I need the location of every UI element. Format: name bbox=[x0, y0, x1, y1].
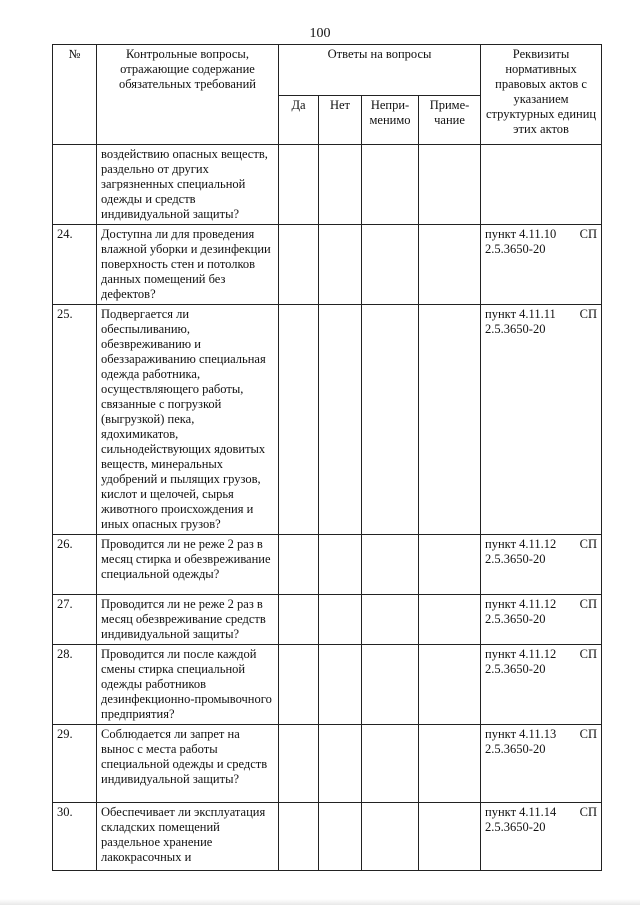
table-row bbox=[53, 725, 602, 803]
header-num: № bbox=[53, 45, 97, 145]
reference-point: пункт 4.11.14 bbox=[485, 805, 557, 819]
reference-point: пункт 4.11.12 bbox=[485, 647, 557, 661]
row-reference bbox=[481, 225, 602, 305]
table-row bbox=[53, 225, 602, 305]
answer-note-cell[interactable] bbox=[419, 803, 481, 871]
row-question: Подвергается ли обеспыливанию, обезвреживанию и обеззараживанию специальная одежда работника, осуществляющего работы, связанные с погрузкой (выгрузкой) пека, ядохимикатов, сильнодействующих ядовитых веществ, минеральных удобрений и пылящих грузов, кислот и щелочей, сырья животного происхождения и иных опасных грузов? bbox=[97, 305, 279, 535]
row-number: 30. bbox=[53, 803, 97, 871]
reference-sp: СП bbox=[579, 727, 598, 741]
reference-code: 2.5.3650-20 bbox=[485, 742, 546, 756]
answer-yes-cell[interactable] bbox=[279, 803, 319, 871]
row-reference bbox=[481, 645, 602, 725]
reference-code: 2.5.3650-20 bbox=[485, 322, 546, 336]
row-question: Соблюдается ли запрет на вынос с места работы специальной одежды и средств индивидуальной защиты? bbox=[97, 725, 279, 803]
scan-edge bbox=[0, 899, 640, 905]
table-row bbox=[53, 595, 602, 645]
reference-sp: СП bbox=[579, 307, 598, 321]
answer-not-applicable-cell[interactable] bbox=[362, 645, 419, 725]
answer-note-cell[interactable] bbox=[419, 535, 481, 595]
answer-yes-cell[interactable] bbox=[279, 535, 319, 595]
answer-yes-cell[interactable] bbox=[279, 305, 319, 535]
row-reference bbox=[481, 145, 602, 225]
reference-code: 2.5.3650-20 bbox=[485, 612, 546, 626]
row-question: воздействию опасных веществ, раздельно от других загрязненных специальной одежды и средств индивидуальной защиты? bbox=[97, 145, 279, 225]
answer-no-cell[interactable] bbox=[319, 535, 362, 595]
table-row bbox=[53, 305, 602, 535]
answer-note-cell[interactable] bbox=[419, 225, 481, 305]
answer-note-cell[interactable] bbox=[419, 725, 481, 803]
row-number bbox=[53, 145, 97, 225]
table-row bbox=[53, 803, 602, 871]
header-answer-not-applicable: Непри-менимо bbox=[362, 96, 419, 145]
answer-no-cell[interactable] bbox=[319, 803, 362, 871]
reference-point: пункт 4.11.11 bbox=[485, 307, 556, 321]
row-question: Обеспечивает ли эксплуатация складских помещений раздельное хранение лакокрасочных и bbox=[97, 803, 279, 871]
answer-not-applicable-cell[interactable] bbox=[362, 595, 419, 645]
table-header bbox=[53, 45, 602, 145]
header-answer-no: Нет bbox=[319, 96, 362, 145]
row-question: Проводится ли не реже 2 раз в месяц стирка и обезвреживание специальной одежды? bbox=[97, 535, 279, 595]
header-answers-group: Ответы на вопросы bbox=[279, 45, 481, 96]
row-reference bbox=[481, 725, 602, 803]
reference-point: пункт 4.11.13 bbox=[485, 727, 557, 741]
answer-no-cell[interactable] bbox=[319, 645, 362, 725]
answer-yes-cell[interactable] bbox=[279, 225, 319, 305]
answer-no-cell[interactable] bbox=[319, 725, 362, 803]
header-answer-note: Приме-чание bbox=[419, 96, 481, 145]
answer-note-cell[interactable] bbox=[419, 305, 481, 535]
row-reference bbox=[481, 305, 602, 535]
answer-not-applicable-cell[interactable] bbox=[362, 535, 419, 595]
reference-point: пункт 4.11.10 bbox=[485, 227, 557, 241]
row-reference bbox=[481, 595, 602, 645]
table-row bbox=[53, 645, 602, 725]
table-row bbox=[53, 535, 602, 595]
row-number: 28. bbox=[53, 645, 97, 725]
row-reference bbox=[481, 535, 602, 595]
reference-point: пункт 4.11.12 bbox=[485, 537, 557, 551]
answer-note-cell[interactable] bbox=[419, 645, 481, 725]
row-number: 25. bbox=[53, 305, 97, 535]
reference-sp: СП bbox=[579, 805, 598, 819]
answer-yes-cell[interactable] bbox=[279, 595, 319, 645]
answer-no-cell[interactable] bbox=[319, 595, 362, 645]
row-question: Проводится ли не реже 2 раз в месяц обезвреживание средств индивидуальной защиты? bbox=[97, 595, 279, 645]
header-answer-yes: Да bbox=[279, 96, 319, 145]
row-number: 26. bbox=[53, 535, 97, 595]
answer-not-applicable-cell[interactable] bbox=[362, 225, 419, 305]
row-question: Проводится ли после каждой смены стирка специальной одежды работников дезинфекционно-промывочного предприятия? bbox=[97, 645, 279, 725]
row-reference bbox=[481, 803, 602, 871]
header-requisites: Реквизиты нормативных правовых актов с указанием структурных единиц этих актов bbox=[481, 45, 602, 145]
page-number: 100 bbox=[309, 26, 331, 41]
answer-not-applicable-cell[interactable] bbox=[362, 803, 419, 871]
row-number: 29. bbox=[53, 725, 97, 803]
reference-code: 2.5.3650-20 bbox=[485, 662, 546, 676]
table-row bbox=[53, 145, 602, 225]
reference-sp: СП bbox=[579, 647, 598, 661]
answer-no-cell[interactable] bbox=[319, 225, 362, 305]
answer-not-applicable-cell[interactable] bbox=[362, 725, 419, 803]
reference-code: 2.5.3650-20 bbox=[485, 552, 546, 566]
row-question: Доступна ли для проведения влажной уборки и дезинфекции поверхность стен и потолков данных помещений без дефектов? bbox=[97, 225, 279, 305]
reference-sp: СП bbox=[579, 597, 598, 611]
answer-no-cell[interactable] bbox=[319, 145, 362, 225]
answer-note-cell[interactable] bbox=[419, 595, 481, 645]
reference-code: 2.5.3650-20 bbox=[485, 242, 546, 256]
row-number: 24. bbox=[53, 225, 97, 305]
answer-yes-cell[interactable] bbox=[279, 145, 319, 225]
reference-point: пункт 4.11.12 bbox=[485, 597, 557, 611]
row-number: 27. bbox=[53, 595, 97, 645]
answer-yes-cell[interactable] bbox=[279, 725, 319, 803]
reference-code: 2.5.3650-20 bbox=[485, 820, 546, 834]
checklist-table bbox=[52, 44, 602, 871]
reference-sp: СП bbox=[579, 537, 598, 551]
answer-note-cell[interactable] bbox=[419, 145, 481, 225]
answer-yes-cell[interactable] bbox=[279, 645, 319, 725]
answer-not-applicable-cell[interactable] bbox=[362, 305, 419, 535]
header-questions: Контрольные вопросы, отражающие содержание обязательных требований bbox=[97, 45, 279, 145]
answer-not-applicable-cell[interactable] bbox=[362, 145, 419, 225]
reference-sp: СП bbox=[579, 227, 598, 241]
answer-no-cell[interactable] bbox=[319, 305, 362, 535]
